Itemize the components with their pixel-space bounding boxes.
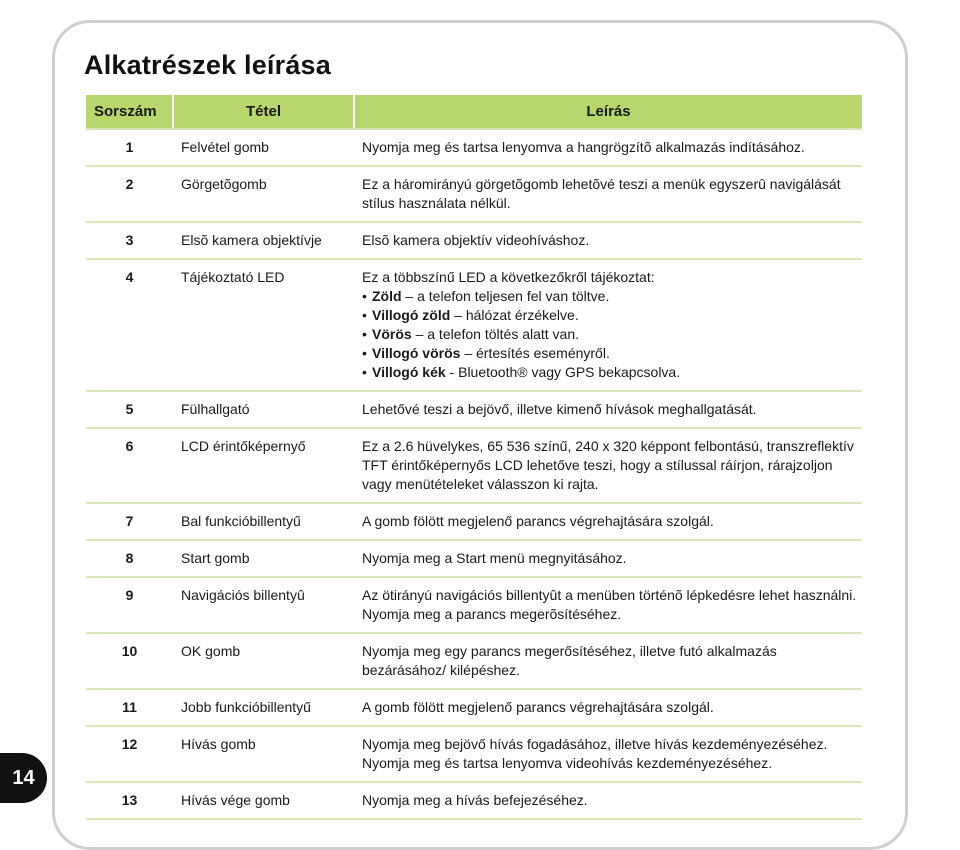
led-state-label: Zöld [372,288,402,304]
row-number: 5 [86,391,173,428]
row-item: LCD érintőképernyő [173,428,354,503]
row-number: 6 [86,428,173,503]
row-description [354,391,862,428]
row-item: Fülhallgató [173,391,354,428]
row-item: Elsõ kamera objektívje [173,222,354,259]
row-description [354,689,862,726]
row-number: 1 [86,129,173,166]
row-number: 7 [86,503,173,540]
row-number: 10 [86,633,173,689]
list-item [362,306,858,325]
description-text: A gomb fölött megjelenő parancs végrehajtására szolgál. [362,699,714,715]
list-item [362,287,858,306]
row-description [354,129,862,166]
header-sorszam: Sorszám [86,95,173,129]
description-text: Nyomja meg bejövő hívás fogadásához, illetve hívás kezdeményezéséhez. Nyomja meg és tartsa lenyomva videohívás kezdeményezéséhez. [362,736,828,771]
row-item: OK gomb [173,633,354,689]
bullet-icon: • [362,364,367,380]
bullet-icon: • [362,326,367,342]
row-number: 11 [86,689,173,726]
row-item: Tájékoztató LED [173,259,354,391]
row-description [354,166,862,222]
table-row [86,633,862,689]
table-row [86,166,862,222]
led-state-text: – hálózat érzékelve. [450,307,579,323]
led-status-list [362,287,858,382]
table-row [86,428,862,503]
led-state-text: – a telefon töltés alatt van. [411,326,580,342]
description-text: Elsõ kamera objektív videohíváshoz. [362,232,590,248]
row-number: 4 [86,259,173,391]
description-text: Ez a háromirányú görgetõgomb lehetõvé teszi a menük egyszerû navigálását stílus használata nélkül. [362,176,841,211]
table-row [86,503,862,540]
page-number: 14 [0,753,47,803]
led-state-text: – a telefon teljesen fel van töltve. [401,288,610,304]
row-number: 13 [86,782,173,819]
bullet-icon: • [362,345,367,361]
row-description [354,259,862,391]
description-text: A gomb fölött megjelenő parancs végrehajtására szolgál. [362,513,714,529]
header-tetel: Tétel [173,95,354,129]
table-row [86,391,862,428]
row-item: Start gomb [173,540,354,577]
led-state-label: Vörös [372,326,412,342]
row-number: 3 [86,222,173,259]
table-row [86,540,862,577]
table-row [86,689,862,726]
led-state-label: Villogó vörös [372,345,461,361]
table-row [86,726,862,782]
table-row [86,129,862,166]
row-description [354,726,862,782]
row-description [354,577,862,633]
description-text: Lehetővé teszi a bejövő, illetve kimenő hívások meghallgatását. [362,401,757,417]
table-row [86,222,862,259]
row-number: 2 [86,166,173,222]
list-item [362,363,858,382]
description-text: Nyomja meg a Start menü megnyitásához. [362,550,627,566]
table-row [86,782,862,819]
list-item [362,344,858,363]
row-number: 9 [86,577,173,633]
row-description [354,222,862,259]
bullet-icon: • [362,288,367,304]
row-item: Jobb funkcióbillentyű [173,689,354,726]
description-text: Ez a 2.6 hüvelykes, 65 536 színű, 240 x 320 képpont felbontású, transzreflektív TFT érintőképernyős LCD lehetőve teszi, hogy a stílussal ráírjon, rárajzoljon vagy menütételeket válasszon ki rajta. [362,438,854,492]
row-item: Navigációs billentyû [173,577,354,633]
table-header-row [86,95,862,129]
row-item: Felvétel gomb [173,129,354,166]
row-description [354,503,862,540]
led-state-text: – értesítés eseményről. [460,345,610,361]
row-description [354,633,862,689]
row-number: 12 [86,726,173,782]
bullet-icon: • [362,307,367,323]
row-item: Görgetõgomb [173,166,354,222]
table-row [86,577,862,633]
description-text: Ez a többszínű LED a következőkről tájékoztat: [362,269,655,285]
led-state-text: - Bluetooth® vagy GPS bekapcsolva. [445,364,681,380]
description-text: Nyomja meg és tartsa lenyomva a hangrögzítõ alkalmazás indításához. [362,139,805,155]
led-state-label: Villogó kék [372,364,446,380]
row-description [354,782,862,819]
row-number: 8 [86,540,173,577]
header-leiras: Leírás [354,95,862,129]
description-text: Nyomja meg egy parancs megerősítéséhez, illetve futó alkalmazás bezárásához/ kilépéshez. [362,643,777,678]
list-item [362,325,858,344]
row-description [354,428,862,503]
description-text: Az ötirányú navigációs billentyût a menüben történõ lépkedésre lehet használni. Nyomja meg a parancs megerõsítéséhez. [362,587,857,622]
parts-table [86,95,862,820]
page-title: Alkatrészek leírása [84,50,331,80]
table-row [86,259,862,391]
row-item: Hívás gomb [173,726,354,782]
row-description [354,540,862,577]
led-state-label: Villogó zöld [372,307,451,323]
row-item: Bal funkcióbillentyű [173,503,354,540]
description-text: Nyomja meg a hívás befejezéséhez. [362,792,588,808]
row-item: Hívás vége gomb [173,782,354,819]
